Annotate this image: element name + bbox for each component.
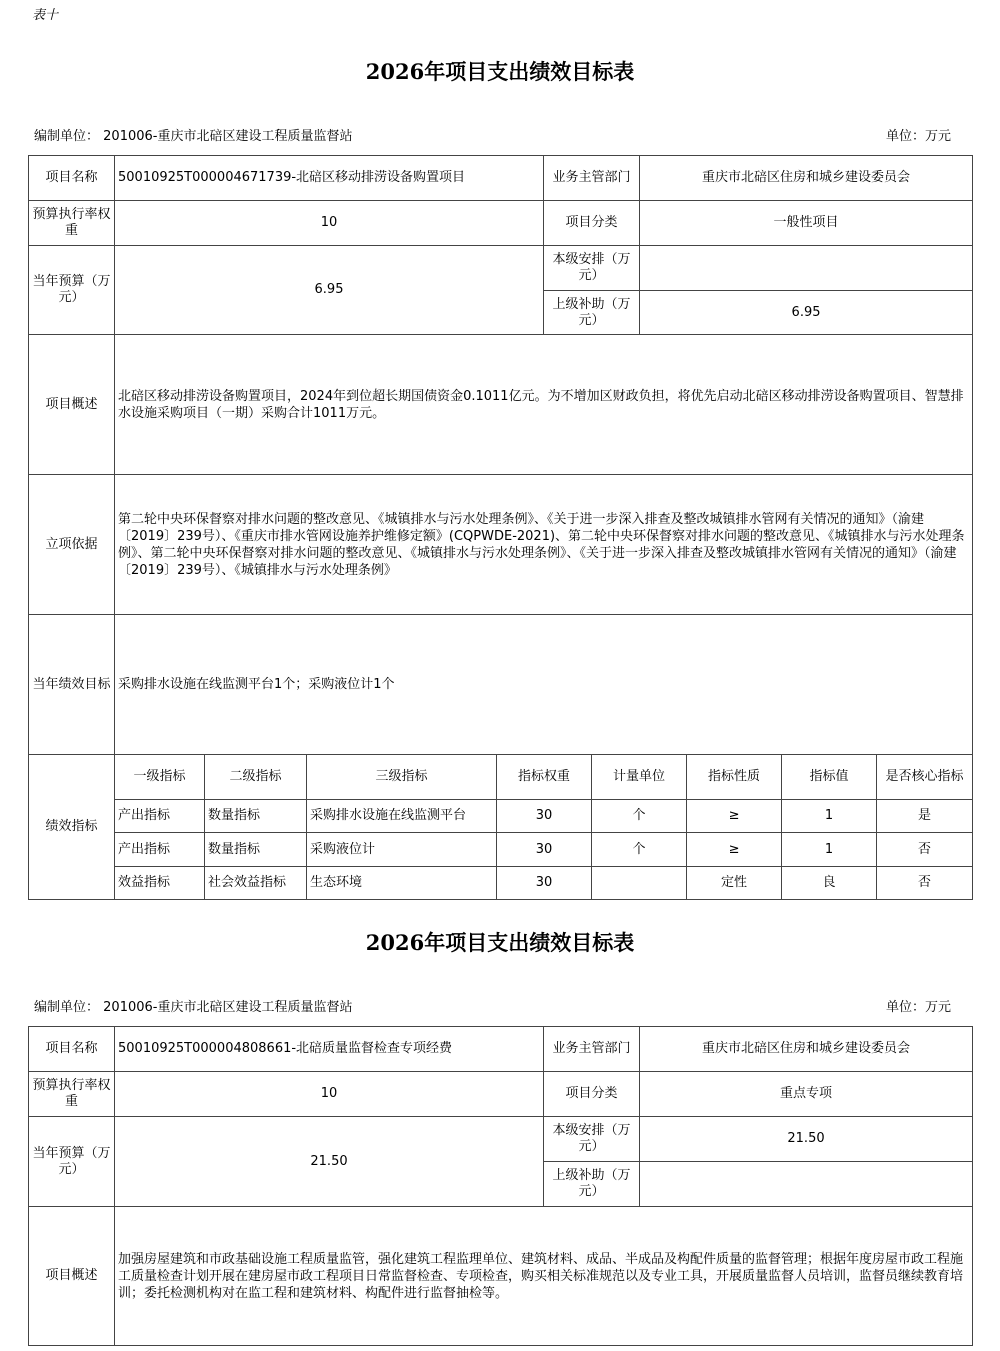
overview: 加强房屋建筑和市政基础设施工程质量监管，强化建筑工程监理单位、建筑材料、成品、半成品及构配件质量的监督管理；根据年度房屋市政工程施工质量检查计划开展在建房屋市政工程项目日常监督检查、专项检查，购买相关标准规范以及专业工具，开展质量监督人员培训，监督员继续教育培训；委托检测机构对在监工程和建筑材料、构配件进行监督抽检等。 xyxy=(115,1207,973,1346)
project-name-label: 项目名称 xyxy=(29,156,115,201)
perf-cell: 良 xyxy=(782,867,877,900)
dept-label: 业务主管部门 xyxy=(544,1027,640,1072)
perf-cell xyxy=(592,867,687,900)
table-row xyxy=(29,833,973,867)
dept: 重庆市北碚区住房和城乡建设委员会 xyxy=(640,156,973,201)
table-title: 2026年项目支出绩效目标表 xyxy=(365,930,635,955)
overview-label: 项目概述 xyxy=(29,335,115,475)
project-name: 50010925T000004808661-北碚质量监督检查专项经费 xyxy=(115,1027,544,1072)
perf-cell: 30 xyxy=(497,800,592,833)
performance-table-1 xyxy=(28,155,973,900)
table-row xyxy=(29,867,973,900)
perf-cell: 生态环境 xyxy=(307,867,497,900)
perf-header: 指标权重 xyxy=(497,755,592,800)
unit-label: 单位：万元 xyxy=(886,129,952,144)
perf-cell: 采购排水设施在线监测平台 xyxy=(307,800,497,833)
weight-label: 预算执行率权重 xyxy=(29,1072,115,1117)
project-name-label: 项目名称 xyxy=(29,1027,115,1072)
perf-cell: 采购液位计 xyxy=(307,833,497,867)
budget: 6.95 xyxy=(115,246,544,335)
overview-label: 项目概述 xyxy=(29,1207,115,1346)
perf-cell: 产出指标 xyxy=(115,800,205,833)
table-row xyxy=(29,800,973,833)
perf-cell: 30 xyxy=(497,867,592,900)
project-name: 50010925T000004671739-北碚区移动排涝设备购置项目 xyxy=(115,156,544,201)
perf-cell: 1 xyxy=(782,833,877,867)
weight: 10 xyxy=(115,1072,544,1117)
unit-org-row xyxy=(34,125,352,144)
upper-label: 上级补助（万元） xyxy=(544,291,640,335)
basis: 第二轮中央环保督察对排水问题的整改意见、《城镇排水与污水处理条例》、《关于进一步深入排查及整改城镇排水管网有关情况的通知》（渝建〔2019〕239号）、《重庆市排水管网设施养护维修定额》(CQPWDE-2021)、第二轮中央环保督察对排水问题的整改意见、《城镇排水与污水处理条例》、第二轮中央环保督察对排水问题的整改意见、《城镇排水与污水处理条例》、《关于进一步深入排查及整改城镇排水管网有关情况的通知》（渝建〔2019〕239号）、《城镇排水与污水处理条例》 xyxy=(115,475,973,615)
unit-org-label: 编制单位： xyxy=(34,1000,100,1015)
perf-cell: ≥ xyxy=(687,833,782,867)
perf-cell: 定性 xyxy=(687,867,782,900)
local: 21.50 xyxy=(640,1117,973,1162)
perf-header: 是否核心指标 xyxy=(877,755,973,800)
dept: 重庆市北碚区住房和城乡建设委员会 xyxy=(640,1027,973,1072)
unit-org: 201006-重庆市北碚区建设工程质量监督站 xyxy=(103,1000,353,1015)
category-label: 项目分类 xyxy=(544,1072,640,1117)
weight: 10 xyxy=(115,201,544,246)
budget: 21.50 xyxy=(115,1117,544,1207)
perf-header: 指标值 xyxy=(782,755,877,800)
perf-cell: 社会效益指标 xyxy=(205,867,307,900)
upper xyxy=(640,1162,973,1207)
perf-cell: 是 xyxy=(877,800,973,833)
perf-cell: 个 xyxy=(592,800,687,833)
perf-header: 一级指标 xyxy=(115,755,205,800)
goal-label: 当年绩效目标 xyxy=(29,615,115,755)
budget-label: 当年预算（万元） xyxy=(29,246,115,335)
unit-org-row xyxy=(34,996,352,1015)
perf-cell: ≥ xyxy=(687,800,782,833)
perf-cell: 产出指标 xyxy=(115,833,205,867)
local xyxy=(640,246,973,291)
basis-label: 立项依据 xyxy=(29,475,115,615)
overview: 北碚区移动排涝设备购置项目，2024年到位超长期国债资金0.1011亿元。为不增加区财政负担，将优先启动北碚区移动排涝设备购置项目、智慧排水设施采购项目（一期）采购合计1011万元。 xyxy=(115,335,973,475)
category-label: 项目分类 xyxy=(544,201,640,246)
perf-cell: 数量指标 xyxy=(205,833,307,867)
unit-org-label: 编制单位： xyxy=(34,129,100,144)
perf-cell: 否 xyxy=(877,867,973,900)
perf-header: 计量单位 xyxy=(592,755,687,800)
perf-header: 二级指标 xyxy=(205,755,307,800)
weight-label: 预算执行率权重 xyxy=(29,201,115,246)
perf-header: 指标性质 xyxy=(687,755,782,800)
unit-label: 单位：万元 xyxy=(886,1000,952,1015)
perf-cell: 30 xyxy=(497,833,592,867)
upper-label: 上级补助（万元） xyxy=(544,1162,640,1207)
unit-org: 201006-重庆市北碚区建设工程质量监督站 xyxy=(103,129,353,144)
local-label: 本级安排（万元） xyxy=(544,1117,640,1162)
goal: 采购排水设施在线监测平台1个；采购液位计1个 xyxy=(115,615,973,755)
perf-cell: 否 xyxy=(877,833,973,867)
budget-label: 当年预算（万元） xyxy=(29,1117,115,1207)
perf-cell: 1 xyxy=(782,800,877,833)
category: 一般性项目 xyxy=(640,201,973,246)
perf-label: 绩效指标 xyxy=(29,755,115,900)
category: 重点专项 xyxy=(640,1072,973,1117)
local-label: 本级安排（万元） xyxy=(544,246,640,291)
perf-header: 三级指标 xyxy=(307,755,497,800)
performance-table-2 xyxy=(28,1026,973,1346)
table-title: 2026年项目支出绩效目标表 xyxy=(365,59,635,84)
perf-cell: 效益指标 xyxy=(115,867,205,900)
perf-cell: 数量指标 xyxy=(205,800,307,833)
perf-cell: 个 xyxy=(592,833,687,867)
dept-label: 业务主管部门 xyxy=(544,156,640,201)
corner-label: 表十 xyxy=(32,8,59,23)
upper: 6.95 xyxy=(640,291,973,335)
